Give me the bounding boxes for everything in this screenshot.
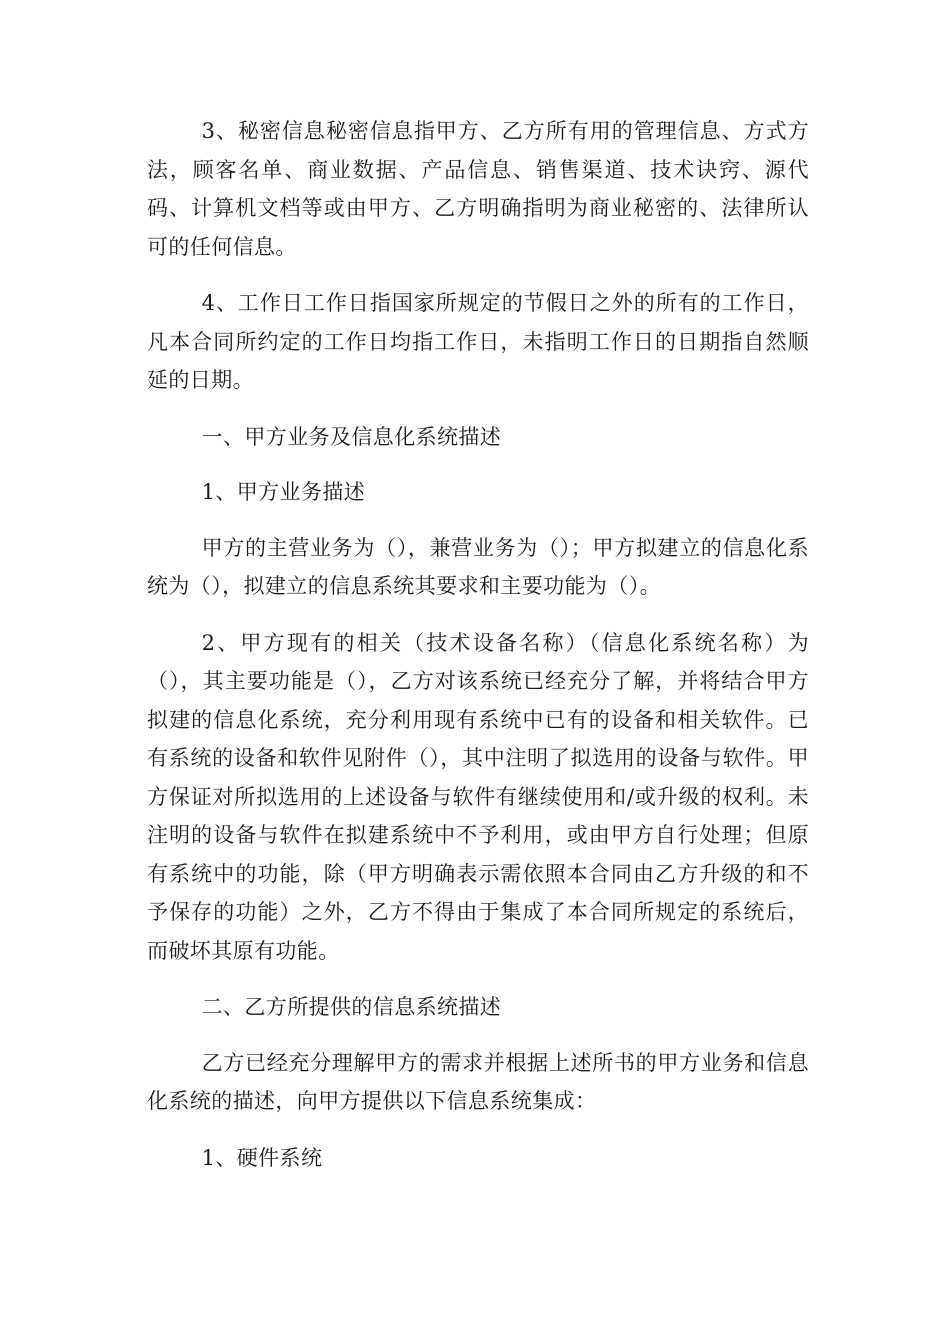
paragraph-party-a-main-business: 甲方的主营业务为（），兼营业务为（）；甲方拟建立的信息化系统为（），拟建立的信息系统其要求和主要功能为（）。 [147, 535, 809, 598]
subheading-party-a-business-description: 1、甲方业务描述 [201, 480, 366, 504]
subheading-hardware-system: 1、硬件系统 [201, 1145, 323, 1170]
paragraph-existing-system: 2、甲方现有的相关（技术设备名称）（信息化系统名称）为（），其主要功能是（），乙方对该系统已经充分了解，并将结合甲方拟建的信息化系统，充分利用现有系统中已有的设备和相关软件。已有系统的设备和软件见附件（），其中注明了拟选用的设备与软件。甲方保证对所拟选用的上述设备与软件有继续使用和/或升级的权利。未注明的设备与软件在拟建系统中不予利用，或由甲方自行处理；但原有系统中的功能，除（甲方明确表示需依照本合同由乙方升级的和不予保存的功能）之外，乙方不得由于集成了本合同所规定的系统后，而破坏其原有功能。 [147, 630, 809, 963]
clause-working-day: 4、工作日工作日指国家所规定的节假日之外的所有的工作日，凡本合同所约定的工作日均指工作日，未指明工作日的日期指自然顺延的日期。 [147, 291, 809, 392]
document-body [147, 112, 809, 1194]
section-heading-party-a-business: 一、甲方业务及信息化系统描述 [201, 424, 502, 449]
clause-confidential-info: 3、秘密信息秘密信息指甲方、乙方所有用的管理信息、方式方法，顾客名单、商业数据、产品信息、销售渠道、技术诀窍、源代码、计算机文档等或由甲方、乙方明确指明为商业秘密的、法律所认可的任何信息。 [147, 119, 809, 259]
section-heading-party-b-system: 二、乙方所提供的信息系统描述 [201, 995, 502, 1019]
paragraph-party-b-understanding: 乙方已经充分理解甲方的需求并根据上述所书的甲方业务和信息化系统的描述，向甲方提供以下信息系统集成： [147, 1050, 809, 1113]
